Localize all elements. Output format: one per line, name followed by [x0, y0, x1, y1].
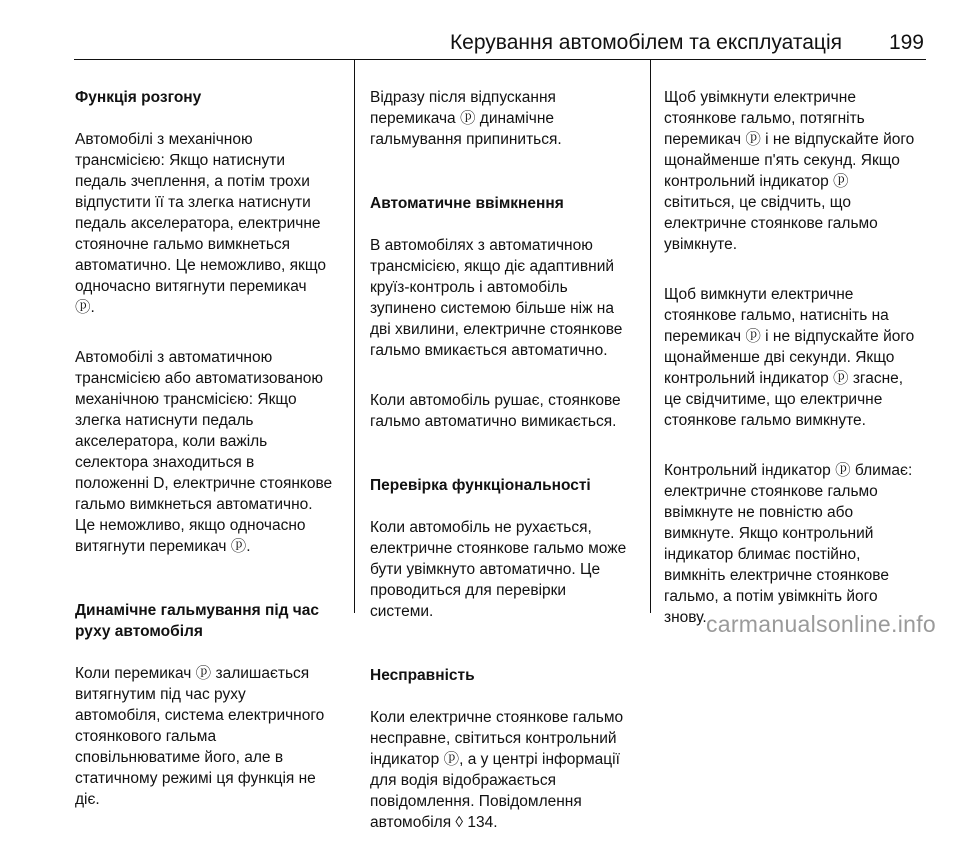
column-divider — [354, 60, 355, 613]
section-heading-malfunction: Несправність — [370, 667, 475, 684]
paragraph: Контрольний індикатор ⓟ блимає: електричне стоянкове гальмо ввімкнуте не повністю або вимкнуте. Якщо контрольний індикатор блимає постійно, вимкніть електричне стоянкове гальмо, а потім увімкніть його знову. — [664, 462, 913, 626]
section-heading-function-check: Перевірка функціональності — [370, 477, 591, 494]
column-divider — [650, 60, 651, 613]
paragraph: Коли електричне стоянкове гальмо несправне, світиться контрольний індикатор ⓟ, а у центрі інформації для водія відображається повідомлення. Повідомлення автомобіля ◊ 134. — [370, 709, 624, 831]
paragraph: Відразу після відпускання перемикача ⓟ динамічне гальмування припиниться. — [370, 89, 562, 148]
section-heading-launch: Функція розгону — [75, 89, 202, 106]
page-header — [0, 0, 960, 60]
text-column-3 — [664, 66, 932, 657]
page-number: 199 — [888, 31, 924, 54]
page-title: Керування автомобілем та експлуатація — [449, 31, 842, 54]
paragraph: Коли автомобіль не рухається, електричне стоянкове гальмо може бути увімкнуто автоматично. Це проводиться для перевірки системи. — [370, 519, 627, 620]
header-divider — [74, 59, 926, 60]
paragraph: Коли автомобіль рушає, стоянкове гальмо автоматично вимикається. — [370, 392, 621, 430]
text-column-2 — [370, 66, 638, 862]
paragraph: Автомобілі з автоматичною трансмісією або автоматизованою механічною трансмісією: Якщо злегка натиснути педаль акселератора, коли важіль селектора знаходиться в положенні D, електричне стоянкове гальмо вимкнеться автоматично. Це неможливо, якщо одночасно витягнути перемикач ⓟ. — [75, 349, 333, 555]
paragraph: В автомобілях з автоматичною трансмісією, якщо діє адаптивний круїз-контроль і автомобіль зупинено системою більше ніж на дві хвилини, електричне стоянкове гальмо вмикається автоматично. — [370, 237, 623, 359]
section-heading-dynamic-braking: Динамічне гальмування під час руху автомобіля — [75, 602, 320, 640]
paragraph: Автомобілі з механічною трансмісією: Якщо натиснути педаль зчеплення, а потім трохи відпустити її та злегка натиснути педаль акселератора, електричне стояночне гальмо вимкнеться автоматично. Це неможливо, якщо одночасно витягнути перемикач ⓟ. — [75, 131, 327, 316]
watermark: carmanualsonline.info — [705, 611, 936, 637]
paragraph: Щоб вимкнути електричне стоянкове гальмо, натисніть на перемикач ⓟ і не відпускайте його щонайменше дві секунди. Якщо контрольний індикатор ⓟ згасне, це свідчитиме, що електричне стоянкове гальмо вимкнуте. — [664, 286, 915, 429]
paragraph: Коли перемикач ⓟ залишається витягнутим під час руху автомобіля, система електричного стоянкового гальма сповільнюватиме його, але в статичному режимі ця функція не діє. — [75, 665, 325, 808]
section-heading-auto-engage: Автоматичне ввімкнення — [370, 195, 564, 212]
text-column-1 — [75, 66, 343, 839]
paragraph: Щоб увімкнути електричне стоянкове гальмо, потягніть перемикач ⓟ і не відпускайте його щонайменше п'ять секунд. Якщо контрольний індикатор ⓟ світиться, це свідчить, що електричне стоянкове гальмо увімкнуте. — [664, 89, 915, 253]
